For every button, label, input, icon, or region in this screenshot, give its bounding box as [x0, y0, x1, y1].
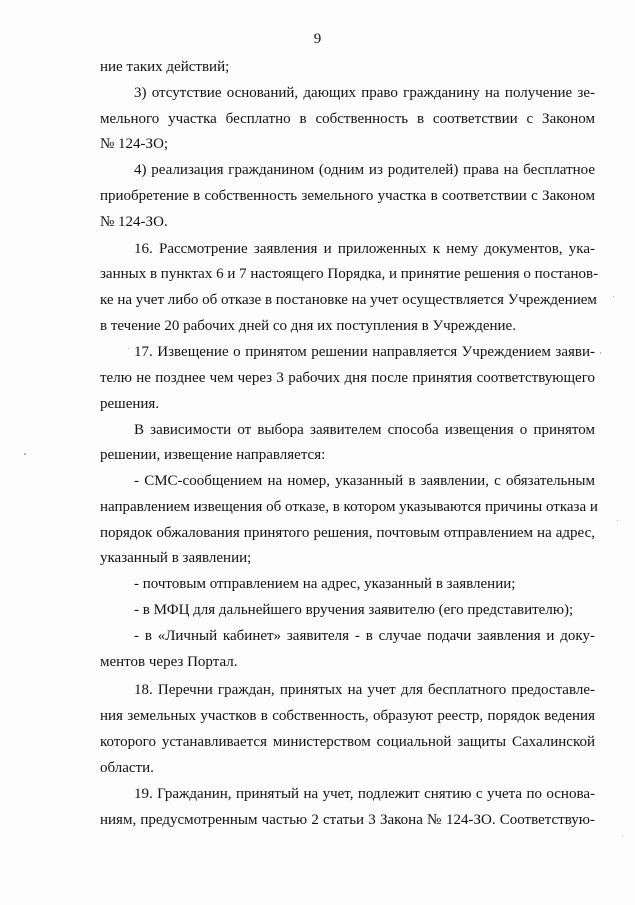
text-line: указанный в заявлении; [100, 550, 252, 566]
scan-speck [617, 520, 618, 521]
text-line: 19. Гражданин, принятый на учет, подлежит снятию с учета по основа- [134, 786, 595, 802]
scan-speck [24, 453, 26, 455]
text-line: занных в пунктах 6 и 7 настоящего Порядка, и принятие решения о постанов- [100, 266, 599, 282]
text-line: порядок обжалования принятого решения, почтовым отправлением на адрес, [100, 525, 595, 541]
text-line: № 124-ЗО. [100, 214, 168, 230]
text-line: решения. [100, 396, 160, 412]
scan-speck [128, 348, 129, 349]
text-line: ния земельных участков в собственность, образуют реестр, порядок ведения [100, 708, 595, 724]
page-number: 9 [313, 31, 322, 47]
text-line: 18. Перечни граждан, принятых на учет для бесплатного предоставле- [134, 682, 595, 698]
text-line: направлением извещения об отказе, в котором указываются причины отказа и [100, 499, 598, 515]
text-line: - почтовым отправлением на адрес, указанный в заявлении; [134, 576, 516, 592]
text-line: области. [100, 760, 154, 776]
text-line: В зависимости от выбора заявителем способа извещения о принятом [134, 422, 595, 438]
text-line: ние таких действий; [100, 59, 230, 75]
text-line: - в МФЦ для дальнейшего вручения заявителю (его представителю); [134, 602, 574, 618]
scan-speck [600, 352, 601, 354]
text-line: ментов через Портал. [100, 654, 238, 670]
text-line: 17. Извещение о принятом решении направляется Учреждением заяви- [134, 344, 595, 360]
text-line: которого устанавливается министерством социальной защиты Сахалинской [100, 734, 595, 750]
text-line: 16. Рассмотрение заявления и приложенных к нему документов, ука- [134, 241, 595, 257]
text-line: - в «Личный кабинет» заявителя - в случае подачи заявления и доку- [134, 628, 595, 644]
text-line: ниям, предусмотренным частью 2 статьи 3 Закона № 124-ЗО. Соответствую- [100, 812, 595, 828]
text-line: № 124-ЗО; [100, 136, 169, 152]
scan-speck [622, 836, 623, 837]
text-line: в течение 20 рабочих дней со дня их поступления в Учреждение. [100, 318, 516, 334]
text-line: решении, извещение направляется: [100, 447, 326, 463]
text-line: - СМС-сообщением на номер, указанный в заявлении, с обязательным [134, 473, 595, 489]
text-line: 4) реализация гражданином (одним из родителей) права на бесплатное [134, 162, 595, 178]
scan-speck [613, 296, 614, 297]
text-line: 3) отсутствие оснований, дающих право гражданину на получение зе- [134, 85, 595, 101]
text-line: ке на учет либо об отказе в постановке на учет осуществляется Учреждением [100, 292, 597, 308]
text-line: телю не позднее чем через 3 рабочих дня после принятия соответствующего [100, 370, 595, 386]
text-line: мельного участка бесплатно в собственность в соответствии с Законом [100, 111, 595, 127]
text-line: приобретение в собственность земельного участка в соответствии с Законом [100, 188, 595, 204]
